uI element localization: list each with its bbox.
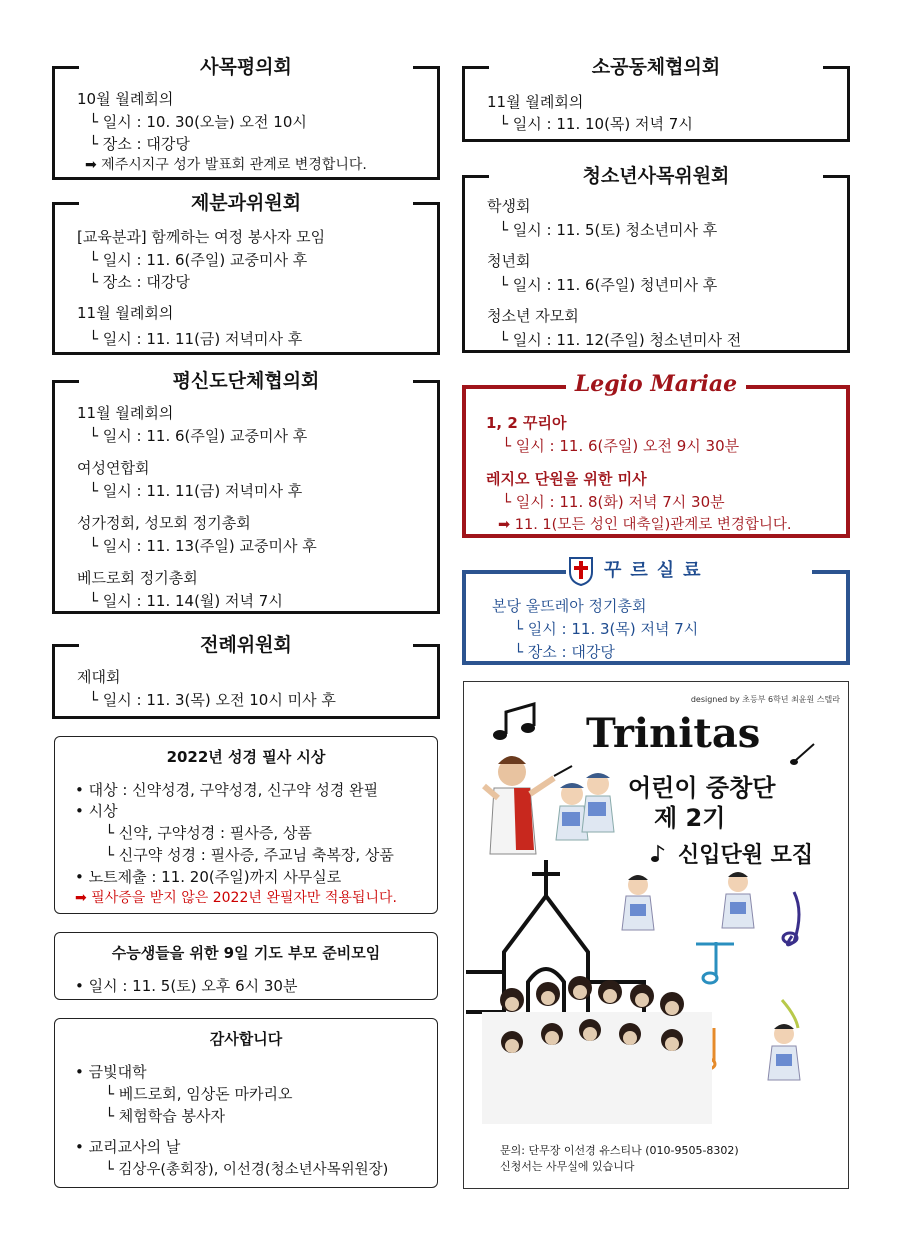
thanks-section: [54, 1018, 438, 1188]
jebun-section: [52, 192, 440, 355]
section-title: 청소년사목위원회: [582, 165, 730, 187]
line: └ 일시 : 11. 8(화) 저녁 7시 30분: [502, 493, 725, 511]
poster-subtitle-recruit: 신입단원 모집: [678, 843, 814, 868]
line: └ 장소 : 대강당: [89, 273, 190, 291]
line: 청년회: [487, 252, 531, 270]
pyeong-section: [52, 370, 440, 614]
line: └ 베드로회, 임상돈 마카리오: [105, 1085, 293, 1103]
line: 11월 월례회의: [77, 404, 174, 422]
line: └ 일시 : 11. 3(목) 오전 10시 미사 후: [89, 691, 336, 709]
line: • 노트제출 : 11. 20(주일)까지 사무실로: [75, 868, 342, 886]
line: └ 일시 : 11. 14(월) 저녁 7시: [89, 592, 283, 610]
poster-subtitle-generation: 제 2기: [654, 804, 726, 832]
line: 베드로회 정기총회: [77, 569, 198, 587]
poster-designer: designed by 초등부 6학년 최윤원 스텔라: [690, 695, 840, 704]
jeollye-section: [52, 634, 440, 719]
cursillo-title: 꾸르실료: [604, 560, 710, 581]
line: 10월 월례회의: [77, 90, 174, 108]
legio-title: Legio Mariae: [574, 371, 738, 397]
line: 레지오 단원을 위한 미사: [486, 470, 647, 488]
legio-section: [462, 371, 850, 538]
section-title: 평신도단체협의회: [172, 370, 320, 392]
line: └ 일시 : 11. 6(주일) 청년미사 후: [499, 276, 718, 294]
line: • 일시 : 11. 5(토) 오후 6시 30분: [75, 977, 298, 995]
line: └ 신약, 구약성경 : 필사증, 상품: [105, 824, 312, 842]
line: └ 신구약 성경 : 필사증, 주교님 축복장, 상품: [105, 846, 394, 864]
line: • 시상: [75, 802, 118, 820]
poster-subtitle-choir: 어린이 중창단: [628, 774, 776, 802]
section-title: 수능생들을 위한 9일 기도 부모 준비모임: [111, 944, 381, 962]
section-title: 사목평의회: [200, 56, 292, 78]
poster-illustration: [464, 682, 849, 1189]
suneung-section: [54, 932, 438, 1000]
line: 제대회: [77, 668, 121, 686]
line: └ 일시 : 11. 13(주일) 교중미사 후: [89, 537, 317, 555]
line: • 대상 : 신약성경, 구약성경, 신구약 성경 완필: [75, 781, 379, 799]
line: └ 일시 : 11. 5(토) 청소년미사 후: [499, 221, 718, 239]
poster-contact: 문의: 단무장 이선경 유스티나 (010-9505-8302): [500, 1144, 739, 1157]
cursillo-section: [462, 560, 850, 665]
cursillo-emblem-icon: [568, 556, 594, 586]
section-title: 감사합니다: [209, 1030, 283, 1048]
line: └ 김상우(총회장), 이선경(청소년사목위원장): [105, 1162, 389, 1178]
line: 11월 월례회의: [77, 304, 174, 322]
line: [교육분과] 함께하는 여정 봉사자 모임: [77, 228, 326, 246]
trinitas-poster: [463, 681, 849, 1189]
line: └ 일시 : 11. 11(금) 저녁미사 후: [89, 482, 303, 500]
line: └ 일시 : 11. 6(주일) 교중미사 후: [89, 427, 308, 445]
line: └ 일시 : 11. 10(목) 저녁 7시: [499, 115, 693, 133]
line: └ 일시 : 10. 30(오늘) 오전 10시: [89, 113, 307, 131]
line: 1, 2 꾸리아: [486, 414, 567, 432]
poster-title: Trinitas: [586, 710, 761, 757]
section-title: 제분과위원회: [190, 192, 302, 214]
line: 성가정회, 성모회 정기총회: [77, 514, 251, 532]
line: ➡ 제주시지구 성가 발표회 관계로 변경합니다.: [85, 157, 367, 173]
line: └ 일시 : 11. 6(주일) 교중미사 후: [89, 251, 308, 269]
sogong-section: [462, 56, 850, 142]
line: • 금빛대학: [75, 1063, 147, 1081]
youth-section: [462, 165, 850, 353]
poster-application-note: 신청서는 사무실에 있습니다: [500, 1160, 635, 1173]
line: └ 일시 : 11. 6(주일) 오전 9시 30분: [502, 437, 740, 455]
line: └ 장소 : 대강당: [89, 135, 190, 153]
bible-section: [54, 736, 438, 914]
line: 학생회: [487, 197, 531, 215]
line: 여성연합회: [77, 459, 150, 477]
line: └ 일시 : 11. 11(금) 저녁미사 후: [89, 330, 303, 348]
line: 11월 월례회의: [487, 93, 584, 111]
section-title: 소공동체협의회: [591, 56, 721, 78]
line: 청소년 자모회: [487, 307, 579, 325]
section-title: 전례위원회: [200, 634, 292, 656]
line: ➡ 11. 1(모든 성인 대축일)관계로 변경합니다.: [498, 517, 792, 533]
line: └ 일시 : 11. 3(목) 저녁 7시: [514, 620, 699, 638]
line: └ 장소 : 대강당: [514, 643, 615, 661]
section-title: 2022년 성경 필사 시상: [166, 748, 326, 766]
line: └ 체험학습 봉사자: [105, 1107, 225, 1125]
line: • 교리교사의 날: [75, 1138, 181, 1156]
samok-section: [52, 56, 440, 180]
line: ➡ 필사증을 받지 않은 2022년 완필자만 적용됩니다.: [75, 890, 397, 906]
line: └ 일시 : 11. 12(주일) 청소년미사 전: [499, 331, 742, 349]
line: 본당 울뜨레아 정기총회: [492, 597, 647, 615]
